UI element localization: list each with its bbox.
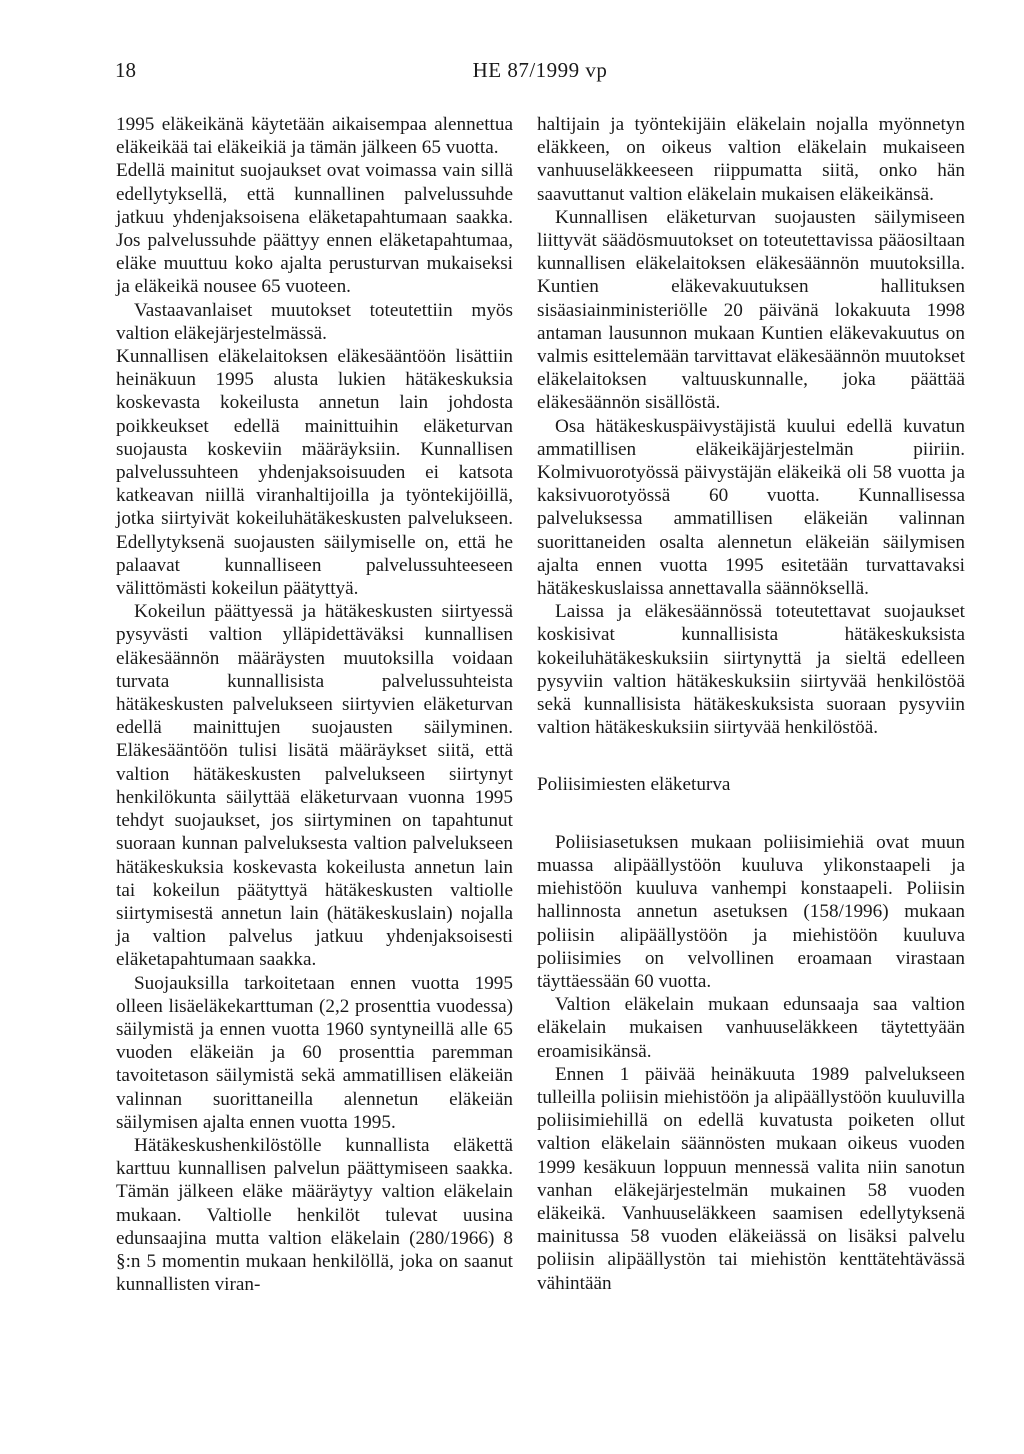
page-number: 18 [115,58,136,82]
document-id: HE 87/1999 vp [472,58,608,82]
paragraph: Osa hätäkeskuspäivystäjistä kuului edellä kuvatun ammatillisen eläkeikäjärjestelmän piiriin. Kolmivuorotyössä päivystäjän eläkeikä oli 58 vuotta ja kaksivuorotyössä 60 vuotta. Kunnallisessa palveluksessa ammatillisen eläkeiän valinnan suorittaneiden osalta alennetun eläkeiän säilymisen ajalta ennen vuotta 1995 esitetään turvattavaksi hätäkeskuslaissa annettavalla säännöksellä. [537,415,965,600]
paragraph: Kunnallisen eläketurvan suojausten säilymiseen liittyvät säädösmuutokset on toteutettavissa pääosiltaan kunnallisen eläkelaitoksen eläkesäännön muutoksilla. Kuntien eläkevakuutuksen hallituksen sisäasiainministeriölle 20 päivänä lokakuuta 1998 antaman lausunnon mukaan Kuntien eläkevakuutus on valmis esittelemään tarvittavat eläkesäännön muutokset eläkelaitoksen valtuuskunnalle, joka päättää eläkesäännön sisällöstä. [537,206,965,414]
paragraph: Poliisiasetuksen mukaan poliisimiehiä ovat muun muassa alipäällystöön kuuluva ylikonstaapeli ja miehistöön kuuluva vanhempi konstaapeli. Poliisin hallinnosta annetun asetuksen (158/1996) mukaan poliisin alipäällystöön ja miehistöön kuuluva poliisimies on velvollinen eroamaan virastaan täyttäessään 60 vuotta. [537,831,965,992]
page-header [115,58,965,88]
paragraph: Hätäkeskushenkilöstölle kunnallista eläkettä karttuu kunnallisen palvelun päättymiseen saakka. Tämän jälkeen eläke määräytyy valtion eläkelain mukaan. Valtiolle henkilöt tulevat uusina edunsaajina mutta valtion eläkelain (280/1966) 8 §:n 5 momentin mukaan henkilöllä, joka on saanut kunnallisten viran- [116,1134,513,1296]
paragraph: Vastaavanlaiset muutokset toteutettiin myös valtion eläkejärjestelmässä. [116,299,513,344]
paragraph: Valtion eläkelain mukaan edunsaaja saa valtion eläkelain mukaisen vanhuuseläkkeen täytettyään eroamisikänsä. [537,994,965,1062]
paragraph: Kunnallisen eläkelaitoksen eläkesääntöön lisättiin heinäkuun 1995 alusta lukien hätäkeskuksia koskevasta kokeilusta annetun lain johdosta poikkeukset edellä mainittuihin eläketurvan suojausta koskeviin määräyksiin. Kunnallisen palvelussuhteen yhdenjaksoisuuden ei katsota katkeavan niillä viranhaltijoilla ja työntekijöillä, jotka siirtyivät kokeiluhätäkeskusten palvelukseen. Edellytyksenä suojausten säilymiselle on, että he palaavat kunnalliseen palvelussuhteeseen välittömästi kokeilun päätyttyä. [116,346,513,600]
paragraph: Suojauksilla tarkoitetaan ennen vuotta 1995 olleen lisäeläkekarttuman (2,2 prosenttia vuodessa) säilymistä ja ennen vuotta 1960 syntyneillä alle 65 vuoden eläkeiän ja 60 prosenttia paremman tavoitetason säilymistä sekä ammatillisen eläkeiän valinnan suorittaneilla alennetun eläkeiän säilymisen ajalta ennen vuotta 1995. [116,972,513,1133]
paragraph: Laissa ja eläkesäännössä toteutettavat suojaukset koskisivat kunnallisista hätäkeskuksista kokeiluhätäkeskuksiin siirtynyttä ja sieltä edelleen pysyviin valtion hätäkeskuksiin siirtyvää henkilöstöä sekä kunnallisista hätäkeskuksista suoraan pysyviin valtion hätäkeskuksiin siirtyvää henkilöstöä. [537,601,965,739]
left-column [116,113,513,1296]
paragraph: Kokeilun päättyessä ja hätäkeskusten siirtyessä pysyvästi valtion ylläpidettäväksi kunnallisen eläkesäännön määräysten muutoksilla voidaan turvata kunnallisista palvelussuhteista hätäkeskusten palvelukseen siirtyvien eläketurvan edellä mainittujen suojausten säilyminen. Eläkesääntöön tulisi lisätä määräykset siitä, että valtion hätäkeskusten palvelukseen siirtynyt henkilökunta säilyttää eläketurvaan vuonna 1995 tehdyt suojaukset, jos siirtyminen on tapahtunut suoraan kunnan palveluksesta valtion palvelukseen hätäkeskuksia koskevasta kokeilusta annetun lain tai kokeilun päätyttyä hätäkeskusten valtiolle siirtymisestä annetun lain (hätäkeskuslain) nojalla ja valtion palvelus jatkuu yhdenjaksoisesti eläketapahtumaan saakka. [116,601,513,971]
paragraph: Ennen 1 päivää heinäkuuta 1989 palvelukseen tulleilla poliisin miehistöön ja alipäällystöön kuuluvilla poliisimiehillä on edellä kuvatusta poiketen ollut valtion eläkelain säännösten mukaan oikeus vuoden 1999 kesäkuun loppuun mennessä valita niin sanotun vanhan eläkejärjestelmän mukainen 58 vuoden eläkeikä. Vanhuuseläkkeen saamisen edellytyksenä mainitussa 58 vuoden eläkeiässä on lisäksi palvelu poliisin alipäällystön tai miehistön kenttätehtävässä vähintään [537,1063,965,1294]
paragraph: haltijain ja työntekijäin eläkelain nojalla myönnetyn eläkkeen, on oikeus valtion eläkelain mukaiseen vanhuuseläkkeeseen riippumatta siitä, onko hän saavuttanut valtion eläkelain mukaisen eläkeikänsä. [537,114,965,205]
paragraph: Edellä mainitut suojaukset ovat voimassa vain sillä edellytyksellä, että kunnallinen palvelussuhde jatkuu yhdenjaksoisena eläketapahtumaan saakka. Jos palvelussuhde päättyy ennen eläketapahtumaa, eläke muuttuu koko ajalta perusturvan mukaiseksi ja eläkeikä nousee 65 vuoteen. [116,160,513,298]
right-column [537,113,965,1295]
section-heading: Poliisimiesten eläketurva [537,774,731,796]
paragraph: 1995 eläkeikänä käytetään aikaisempaa alennettua eläkeikää tai eläkeikiä ja tämän jälkeen 65 vuotta. [116,114,513,159]
